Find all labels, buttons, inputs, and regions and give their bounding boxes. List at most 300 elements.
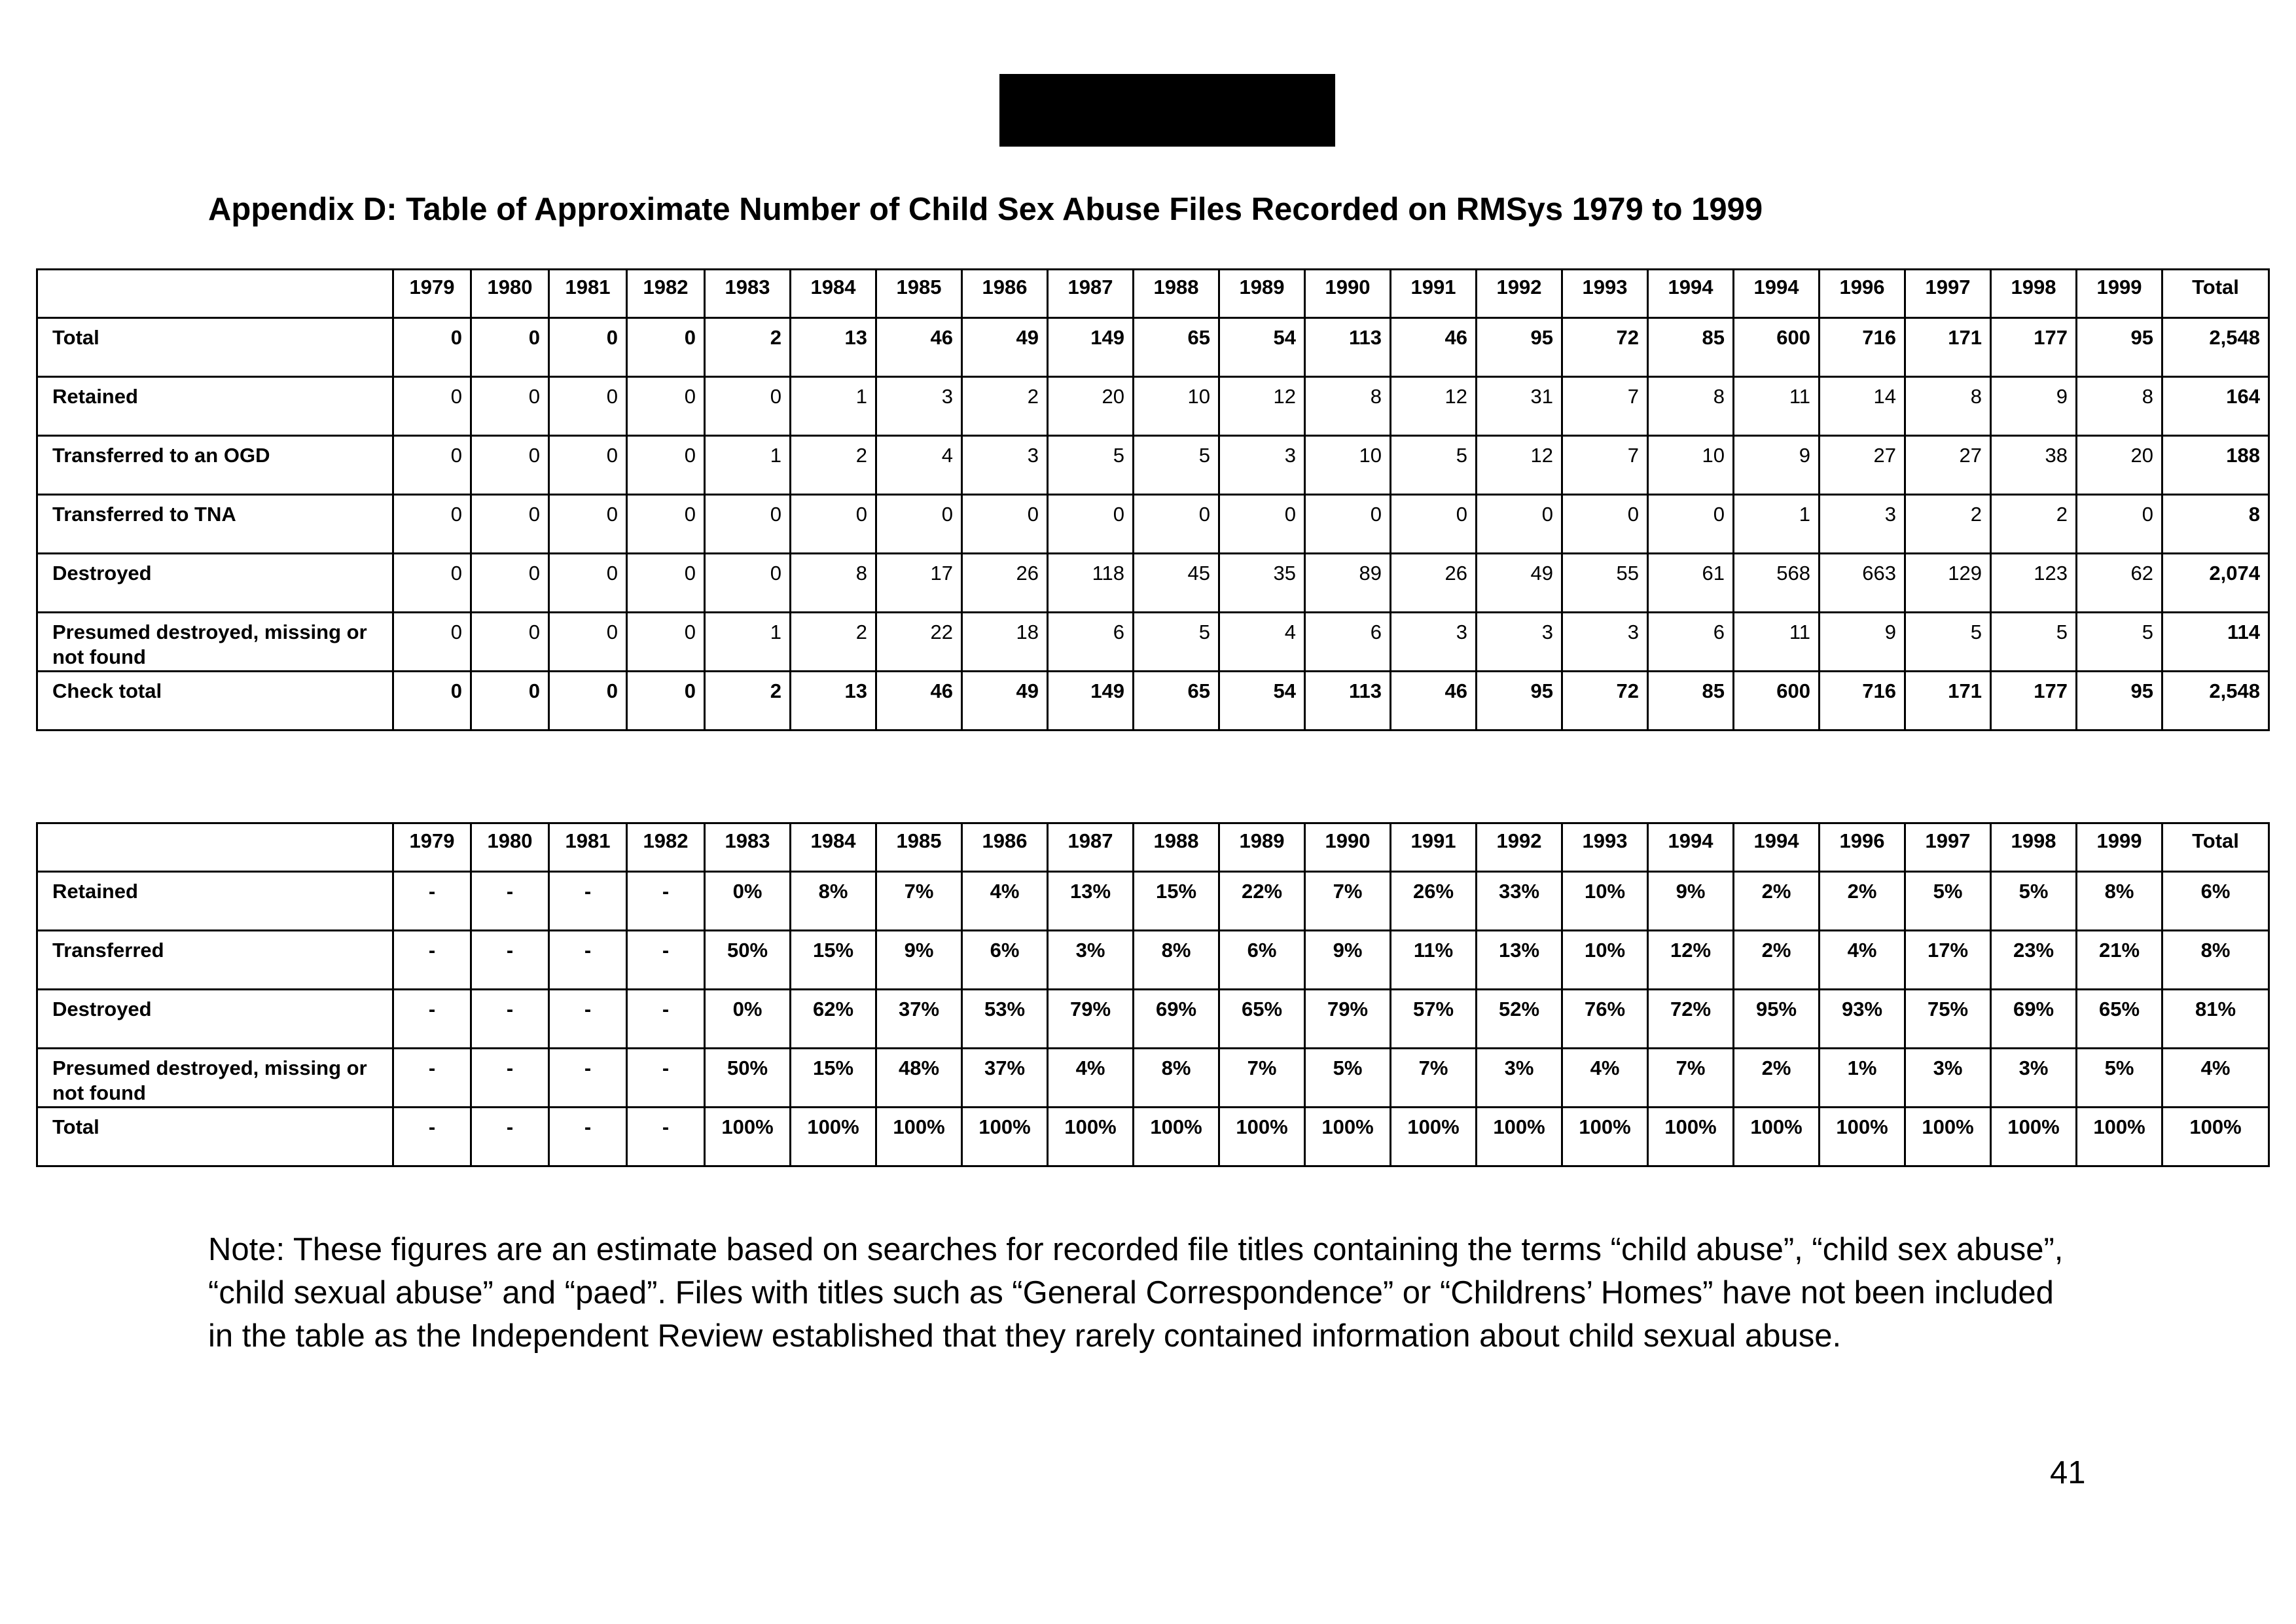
column-header: 1985	[876, 270, 962, 318]
data-cell: 72	[1562, 318, 1648, 377]
data-cell: 95	[2077, 672, 2162, 731]
data-cell: 26	[962, 554, 1048, 613]
column-header: 1992	[1477, 270, 1562, 318]
data-cell: 5%	[1305, 1049, 1391, 1108]
data-cell: 100%	[962, 1108, 1048, 1166]
data-cell: 171	[1905, 318, 1991, 377]
data-cell: 9	[1991, 377, 2077, 436]
data-cell: 0	[393, 318, 471, 377]
data-cell: 20	[2077, 436, 2162, 495]
data-cell: 716	[1820, 672, 1905, 731]
data-cell: 50%	[705, 1049, 791, 1108]
data-cell: 69%	[1991, 990, 2077, 1049]
column-header: 1998	[1991, 823, 2077, 872]
data-cell: 13%	[1048, 872, 1134, 931]
data-cell: 46	[1391, 318, 1477, 377]
data-cell: 568	[1734, 554, 1820, 613]
redaction-block	[999, 74, 1335, 147]
data-cell: 0	[471, 613, 549, 672]
data-cell: 3%	[1905, 1049, 1991, 1108]
column-header: 1989	[1219, 270, 1305, 318]
data-cell: 0	[471, 672, 549, 731]
data-cell: 177	[1991, 672, 2077, 731]
data-cell: 65	[1134, 672, 1219, 731]
data-cell: -	[471, 931, 549, 990]
data-cell: 0	[2077, 495, 2162, 554]
data-cell: 0	[471, 318, 549, 377]
data-cell: 9%	[876, 931, 962, 990]
table-row	[37, 1049, 2269, 1108]
column-header: 1987	[1048, 270, 1134, 318]
data-cell: -	[549, 1049, 627, 1108]
data-cell: 18	[962, 613, 1048, 672]
column-header: 1993	[1562, 270, 1648, 318]
data-cell: 0	[1048, 495, 1134, 554]
column-header: 1993	[1562, 823, 1648, 872]
data-cell: 600	[1734, 672, 1820, 731]
data-cell: 69%	[1134, 990, 1219, 1049]
data-cell: 9%	[1648, 872, 1734, 931]
data-cell: 0	[471, 436, 549, 495]
table-row	[37, 318, 2269, 377]
row-label: Total	[37, 318, 393, 377]
column-header: 1982	[627, 270, 705, 318]
data-cell: 123	[1991, 554, 2077, 613]
table-row	[37, 436, 2269, 495]
data-cell: 54	[1219, 318, 1305, 377]
data-cell: 100%	[1305, 1108, 1391, 1166]
data-cell: 95	[1477, 318, 1562, 377]
column-header: Total	[2162, 270, 2269, 318]
data-cell: -	[549, 872, 627, 931]
data-cell: 7	[1562, 377, 1648, 436]
data-cell: 11%	[1391, 931, 1477, 990]
data-cell: 0	[705, 495, 791, 554]
table-row	[37, 495, 2269, 554]
data-cell: 65%	[1219, 990, 1305, 1049]
data-cell: 76%	[1562, 990, 1648, 1049]
data-cell: 3	[1562, 613, 1648, 672]
data-cell: 79%	[1305, 990, 1391, 1049]
column-header: 1980	[471, 270, 549, 318]
data-cell: 8%	[1134, 1049, 1219, 1108]
data-cell: 100%	[1562, 1108, 1648, 1166]
data-cell: 6%	[1219, 931, 1305, 990]
data-cell: -	[627, 872, 705, 931]
data-cell: 100%	[1820, 1108, 1905, 1166]
data-cell: 0	[627, 436, 705, 495]
data-cell: 8	[791, 554, 876, 613]
data-cell: 12	[1391, 377, 1477, 436]
row-total-cell: 188	[2162, 436, 2269, 495]
data-cell: 22	[876, 613, 962, 672]
column-header: 1996	[1820, 270, 1905, 318]
data-cell: 49	[962, 672, 1048, 731]
data-cell: 0	[627, 377, 705, 436]
data-cell: 3%	[1991, 1049, 2077, 1108]
data-cell: 95	[1477, 672, 1562, 731]
data-cell: 4	[876, 436, 962, 495]
data-cell: 79%	[1048, 990, 1134, 1049]
column-header: 1994	[1648, 270, 1734, 318]
data-cell: 100%	[1734, 1108, 1820, 1166]
row-label: Transferred	[37, 931, 393, 990]
column-header: 1981	[549, 270, 627, 318]
column-header: 1980	[471, 823, 549, 872]
data-cell: 54	[1219, 672, 1305, 731]
data-cell: 95%	[1734, 990, 1820, 1049]
row-total-cell: 6%	[2162, 872, 2269, 931]
data-cell: -	[549, 1108, 627, 1166]
column-header: 1999	[2077, 270, 2162, 318]
data-cell: -	[627, 1049, 705, 1108]
header-blank-cell	[37, 823, 393, 872]
data-cell: 0	[549, 318, 627, 377]
table-row	[37, 990, 2269, 1049]
data-cell: 37%	[962, 1049, 1048, 1108]
data-cell: 149	[1048, 672, 1134, 731]
data-cell: 1	[791, 377, 876, 436]
data-cell: 37%	[876, 990, 962, 1049]
data-cell: 23%	[1991, 931, 2077, 990]
data-cell: 55	[1562, 554, 1648, 613]
row-total-cell: 8%	[2162, 931, 2269, 990]
column-header: 1991	[1391, 270, 1477, 318]
data-cell: 52%	[1477, 990, 1562, 1049]
data-cell: 27	[1820, 436, 1905, 495]
data-cell: 9	[1820, 613, 1905, 672]
data-cell: 21%	[2077, 931, 2162, 990]
data-cell: 0	[393, 554, 471, 613]
data-cell: 5	[1391, 436, 1477, 495]
data-cell: 95	[2077, 318, 2162, 377]
data-cell: 9%	[1305, 931, 1391, 990]
data-cell: 2	[705, 318, 791, 377]
column-header: 1986	[962, 270, 1048, 318]
column-header: 1994	[1734, 823, 1820, 872]
data-cell: 11	[1734, 377, 1820, 436]
data-cell: 100%	[1905, 1108, 1991, 1166]
data-cell: 45	[1134, 554, 1219, 613]
data-cell: 0	[393, 613, 471, 672]
data-cell: 100%	[1648, 1108, 1734, 1166]
data-cell: 4%	[1048, 1049, 1134, 1108]
data-cell: 27	[1905, 436, 1991, 495]
table-row	[37, 872, 2269, 931]
data-cell: 171	[1905, 672, 1991, 731]
data-cell: 0	[549, 436, 627, 495]
data-cell: 1%	[1820, 1049, 1905, 1108]
row-total-cell: 2,548	[2162, 672, 2269, 731]
row-total-cell: 8	[2162, 495, 2269, 554]
data-cell: 15%	[791, 931, 876, 990]
data-cell: 9	[1734, 436, 1820, 495]
data-cell: 0	[627, 495, 705, 554]
row-total-cell: 114	[2162, 613, 2269, 672]
data-cell: 11	[1734, 613, 1820, 672]
file-counts-table	[36, 268, 2270, 731]
data-cell: 2%	[1734, 931, 1820, 990]
data-cell: 4	[1219, 613, 1305, 672]
data-cell: 7	[1562, 436, 1648, 495]
table-row	[37, 672, 2269, 731]
data-cell: 716	[1820, 318, 1905, 377]
data-cell: 12	[1219, 377, 1305, 436]
data-cell: 0	[549, 613, 627, 672]
data-cell: 8%	[2077, 872, 2162, 931]
page-title: Appendix D: Table of Approximate Number of Child Sex Abuse Files Recorded on RMSys 1979 to 1999	[208, 192, 1763, 227]
data-cell: 3%	[1477, 1049, 1562, 1108]
data-cell: 65	[1134, 318, 1219, 377]
data-cell: 75%	[1905, 990, 1991, 1049]
data-cell: 46	[1391, 672, 1477, 731]
data-cell: 2	[1991, 495, 2077, 554]
data-cell: 62%	[791, 990, 876, 1049]
data-cell: 89	[1305, 554, 1391, 613]
data-cell: 3	[1219, 436, 1305, 495]
data-cell: 100%	[876, 1108, 962, 1166]
column-header: 1994	[1734, 270, 1820, 318]
column-header: 1991	[1391, 823, 1477, 872]
data-cell: 1	[1734, 495, 1820, 554]
data-cell: 0	[549, 377, 627, 436]
data-cell: 0	[1305, 495, 1391, 554]
data-cell: 62	[2077, 554, 2162, 613]
column-header: 1982	[627, 823, 705, 872]
data-cell: 8	[2077, 377, 2162, 436]
data-cell: 0	[393, 436, 471, 495]
data-cell: 0	[393, 377, 471, 436]
data-cell: 0	[549, 672, 627, 731]
data-cell: 6	[1648, 613, 1734, 672]
data-cell: -	[549, 931, 627, 990]
data-cell: 17%	[1905, 931, 1991, 990]
data-cell: 17	[876, 554, 962, 613]
data-cell: 49	[1477, 554, 1562, 613]
data-cell: 0	[549, 495, 627, 554]
column-header: 1997	[1905, 823, 1991, 872]
data-cell: 8	[1648, 377, 1734, 436]
data-cell: -	[393, 1108, 471, 1166]
file-percentages-table	[36, 822, 2270, 1167]
data-cell: 48%	[876, 1049, 962, 1108]
header-blank-cell	[37, 270, 393, 318]
table-row	[37, 377, 2269, 436]
data-cell: 10%	[1562, 931, 1648, 990]
data-cell: 0%	[705, 990, 791, 1049]
row-total-cell: 2,548	[2162, 318, 2269, 377]
data-cell: -	[471, 990, 549, 1049]
column-header: 1992	[1477, 823, 1562, 872]
data-cell: 0	[393, 672, 471, 731]
data-cell: 15%	[791, 1049, 876, 1108]
data-cell: -	[549, 990, 627, 1049]
row-label: Retained	[37, 872, 393, 931]
data-cell: 2	[791, 436, 876, 495]
data-cell: 15%	[1134, 872, 1219, 931]
row-total-cell: 164	[2162, 377, 2269, 436]
column-header: 1990	[1305, 823, 1391, 872]
data-cell: 0	[705, 554, 791, 613]
column-header: 1990	[1305, 270, 1391, 318]
data-cell: 2	[705, 672, 791, 731]
data-cell: 100%	[791, 1108, 876, 1166]
data-cell: -	[393, 872, 471, 931]
data-cell: 38	[1991, 436, 2077, 495]
data-cell: -	[627, 931, 705, 990]
data-cell: 3%	[1048, 931, 1134, 990]
data-cell: 177	[1991, 318, 2077, 377]
data-cell: 2	[1905, 495, 1991, 554]
data-cell: 7%	[1391, 1049, 1477, 1108]
data-cell: 13%	[1477, 931, 1562, 990]
row-label: Destroyed	[37, 554, 393, 613]
data-cell: 61	[1648, 554, 1734, 613]
row-label: Transferred to TNA	[37, 495, 393, 554]
data-cell: 3	[1820, 495, 1905, 554]
data-cell: 5	[1991, 613, 2077, 672]
data-cell: 0	[705, 377, 791, 436]
row-total-cell: 81%	[2162, 990, 2269, 1049]
data-cell: 8%	[791, 872, 876, 931]
data-cell: 49	[962, 318, 1048, 377]
data-cell: 0	[471, 554, 549, 613]
data-cell: 7%	[876, 872, 962, 931]
data-cell: 5	[2077, 613, 2162, 672]
data-cell: 2%	[1734, 1049, 1820, 1108]
table-row	[37, 613, 2269, 672]
data-cell: 4%	[1562, 1049, 1648, 1108]
column-header: 1989	[1219, 823, 1305, 872]
data-cell: 10	[1134, 377, 1219, 436]
data-cell: 2	[791, 613, 876, 672]
data-cell: -	[471, 1108, 549, 1166]
data-cell: 7%	[1305, 872, 1391, 931]
data-cell: 663	[1820, 554, 1905, 613]
data-cell: 5%	[2077, 1049, 2162, 1108]
data-cell: 46	[876, 318, 962, 377]
data-cell: -	[627, 990, 705, 1049]
data-cell: 2%	[1734, 872, 1820, 931]
data-cell: 4%	[962, 872, 1048, 931]
data-cell: 0	[627, 613, 705, 672]
data-cell: 5%	[1991, 872, 2077, 931]
data-cell: 26	[1391, 554, 1477, 613]
data-cell: 8	[1305, 377, 1391, 436]
data-cell: 0	[627, 318, 705, 377]
row-label: Presumed destroyed, missing or not found	[37, 1049, 393, 1108]
row-label: Destroyed	[37, 990, 393, 1049]
data-cell: -	[471, 1049, 549, 1108]
data-cell: 53%	[962, 990, 1048, 1049]
data-cell: 113	[1305, 318, 1391, 377]
data-cell: 5	[1048, 436, 1134, 495]
row-total-cell: 4%	[2162, 1049, 2269, 1108]
data-cell: 46	[876, 672, 962, 731]
data-cell: 0	[791, 495, 876, 554]
table-row	[37, 931, 2269, 990]
data-cell: 6	[1048, 613, 1134, 672]
data-cell: -	[627, 1108, 705, 1166]
data-cell: 31	[1477, 377, 1562, 436]
data-cell: 35	[1219, 554, 1305, 613]
data-cell: 0	[1134, 495, 1219, 554]
data-cell: 8%	[1134, 931, 1219, 990]
column-header: 1983	[705, 823, 791, 872]
data-cell: 2%	[1820, 872, 1905, 931]
column-header: 1979	[393, 823, 471, 872]
column-header: 1997	[1905, 270, 1991, 318]
data-cell: 65%	[2077, 990, 2162, 1049]
column-header: 1996	[1820, 823, 1905, 872]
row-label: Transferred to an OGD	[37, 436, 393, 495]
page-number: 41	[2050, 1455, 2086, 1490]
data-cell: 50%	[705, 931, 791, 990]
data-cell: 0	[393, 495, 471, 554]
data-cell: 13	[791, 318, 876, 377]
data-cell: 14	[1820, 377, 1905, 436]
data-cell: 100%	[1991, 1108, 2077, 1166]
data-cell: 4%	[1820, 931, 1905, 990]
column-header: 1981	[549, 823, 627, 872]
data-cell: 100%	[1048, 1108, 1134, 1166]
row-label: Total	[37, 1108, 393, 1166]
data-cell: 100%	[1391, 1108, 1477, 1166]
data-cell: 0	[627, 554, 705, 613]
column-header: 1985	[876, 823, 962, 872]
data-cell: 8	[1905, 377, 1991, 436]
data-cell: 0	[471, 495, 549, 554]
data-cell: 100%	[705, 1108, 791, 1166]
data-cell: 3	[876, 377, 962, 436]
note-paragraph: Note: These figures are an estimate based on searches for recorded file titles containing the terms “child abuse”, “child sex abuse”, “child sexual abuse” and “paed”. Files with titles such as “General Correspondence” or “Childrens’ Homes” have not been included in the table as the Independent Review established that they rarely contained information about child sexual abuse.	[208, 1232, 2064, 1354]
column-header: 1986	[962, 823, 1048, 872]
column-header: 1984	[791, 270, 876, 318]
column-header: 1998	[1991, 270, 2077, 318]
data-cell: 100%	[1477, 1108, 1562, 1166]
data-cell: 149	[1048, 318, 1134, 377]
table-row	[37, 554, 2269, 613]
column-header: 1999	[2077, 823, 2162, 872]
data-cell: 129	[1905, 554, 1991, 613]
data-cell: 6%	[962, 931, 1048, 990]
column-header: 1979	[393, 270, 471, 318]
column-header: 1994	[1648, 823, 1734, 872]
data-cell: 5	[1905, 613, 1991, 672]
data-cell: 0	[1391, 495, 1477, 554]
column-header: 1984	[791, 823, 876, 872]
data-cell: 0	[1477, 495, 1562, 554]
data-cell: 113	[1305, 672, 1391, 731]
data-cell: 100%	[1219, 1108, 1305, 1166]
column-header: 1988	[1134, 270, 1219, 318]
data-cell: 0	[627, 672, 705, 731]
row-total-cell: 100%	[2162, 1108, 2269, 1166]
data-cell: 600	[1734, 318, 1820, 377]
data-cell: 0	[962, 495, 1048, 554]
data-cell: -	[393, 931, 471, 990]
row-label: Presumed destroyed, missing or not found	[37, 613, 393, 672]
data-cell: 85	[1648, 672, 1734, 731]
table-row	[37, 1108, 2269, 1166]
data-cell: 10	[1305, 436, 1391, 495]
data-cell: 10%	[1562, 872, 1648, 931]
column-header: 1983	[705, 270, 791, 318]
row-total-cell: 2,074	[2162, 554, 2269, 613]
data-cell: 0	[471, 377, 549, 436]
data-cell: 0	[1648, 495, 1734, 554]
data-cell: 100%	[1134, 1108, 1219, 1166]
